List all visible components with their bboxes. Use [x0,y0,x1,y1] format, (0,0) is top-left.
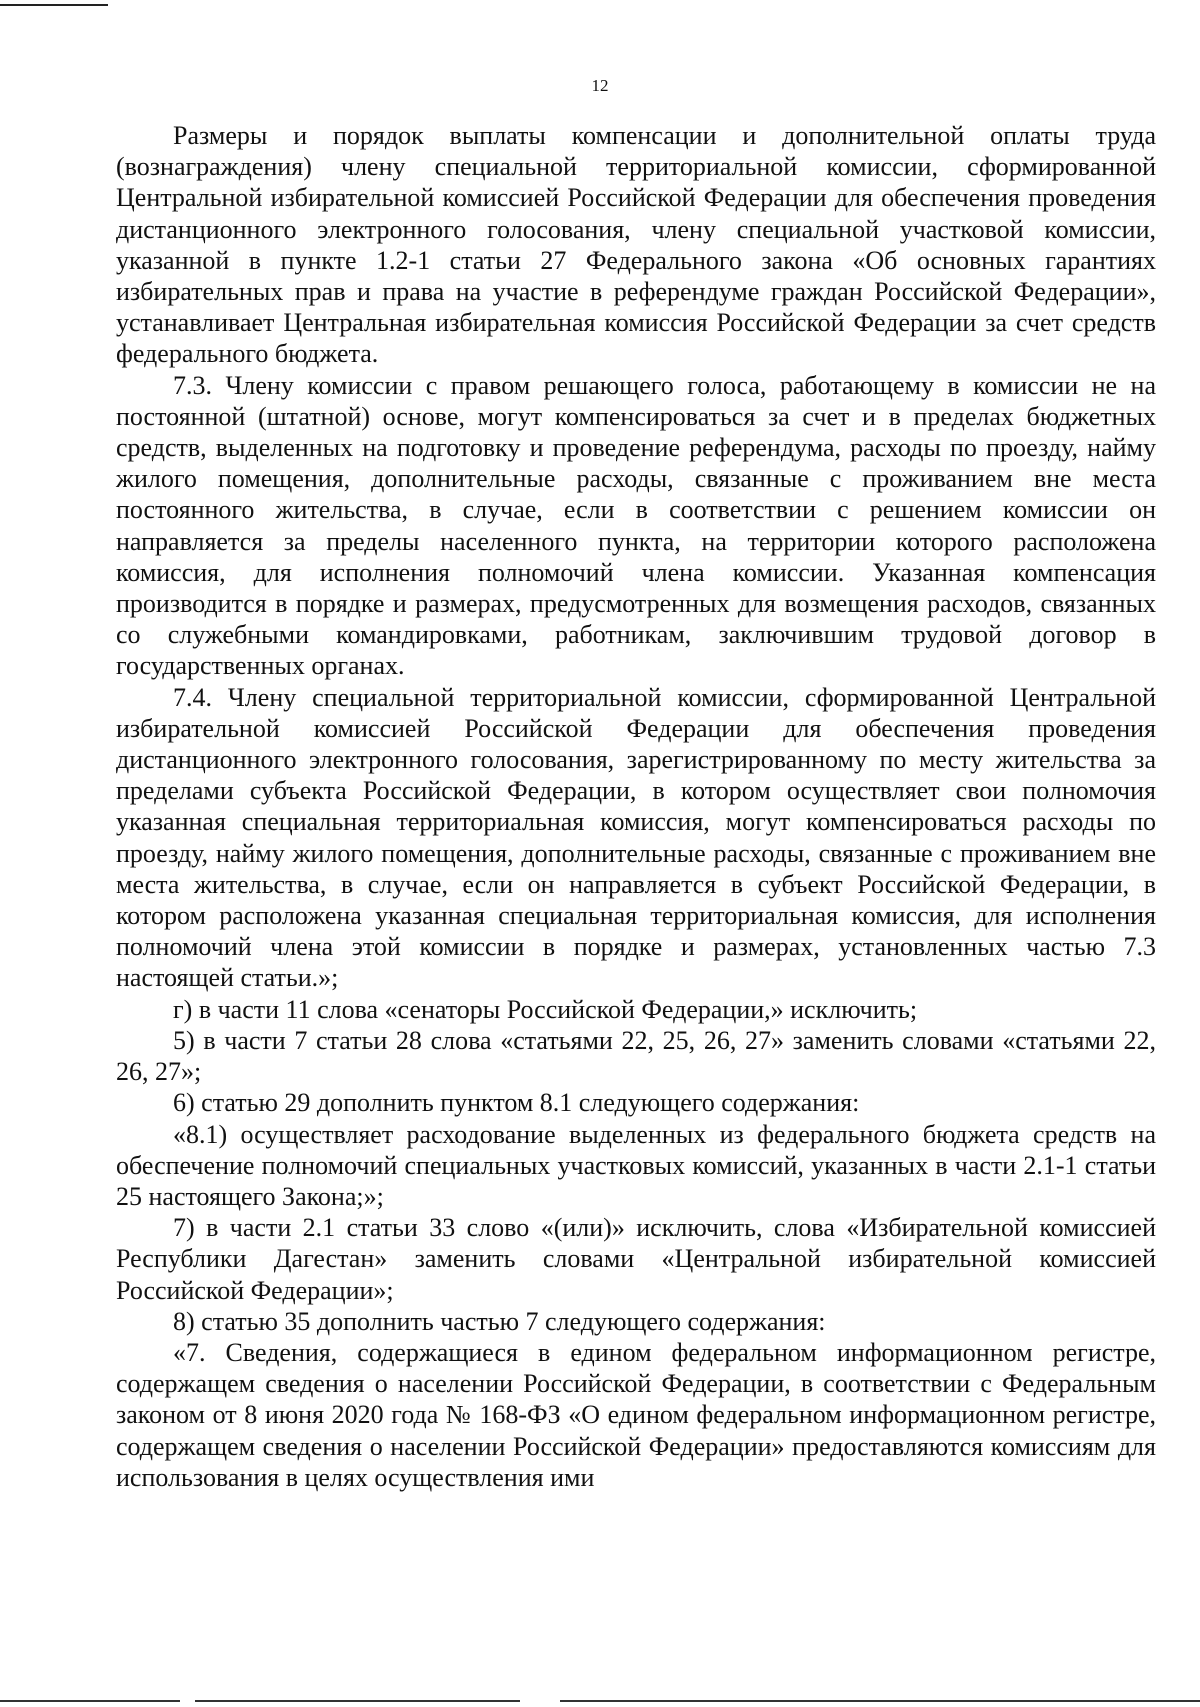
paragraph: 5) в части 7 статьи 28 слова «статьями 22, 25, 26, 27» заменить словами «статьями 22, 26, 27»; [116,1025,1156,1087]
paragraph: 6) статью 29 дополнить пунктом 8.1 следующего содержания: [173,1088,860,1118]
paragraph: 7) в части 2.1 статьи 33 слово «(или)» исключить, слова «Избирательной комиссией Республики Дагестан» заменить словами «Центральной избирательной комиссией Российской Федерации»; [116,1213,1156,1305]
paragraph: г) в части 11 слова «сенаторы Российской Федерации,» исключить; [173,994,918,1024]
page-number: 12 [591,76,609,95]
paragraph: Размеры и порядок выплаты компенсации и дополнительной оплаты труда (вознаграждения) члену специальной территориальной комиссии, сформированной Центральной избирательной комиссией Российской Федерации для обеспечения проведения дистанционного электронного голосования, члену специальной участковой комиссии, указанной в пункте 1.2-1 статьи 27 Федерального закона «Об основных гарантиях избирательных прав и права на участие в референдуме граждан Российской Федерации», устанавливает Центральная избирательная комиссия Российской Федерации за счет средств федерального бюджета. [116,121,1156,369]
paragraph: «8.1) осуществляет расходование выделенных из федерального бюджета средств на обеспечение полномочий специальных участковых комиссий, указанных в части 2.1-1 статьи 25 настоящего Закона;»; [116,1119,1156,1211]
document-body [116,120,1156,1493]
paragraph: 7.4. Члену специальной территориальной комиссии, сформированной Центральной избирательной комиссией Российской Федерации для обеспечения проведения дистанционного электронного голосования, зарегистрированному по месту жительства за пределами субъекта Российской Федерации, в котором осуществляет свои полномочия указанная специальная территориальная комиссия, могут компенсироваться расходы по проезду, найму жилого помещения, дополнительные расходы, связанные с проживанием вне места жительства, в случае, если он направляется в субъект Российской Федерации, в котором расположена указанная специальная территориальная комиссия, для исполнения полномочий члена этой комиссии в порядке и размерах, установленных частью 7.3 настоящей статьи.»; [116,682,1156,993]
scan-artifact-top [0,4,108,6]
paragraph: 8) статью 35 дополнить частью 7 следующего содержания: [173,1306,826,1336]
paragraph: 7.3. Члену комиссии с правом решающего голоса, работающему в комиссии не на постоянной (штатной) основе, могут компенсироваться за счет и в пределах бюджетных средств, выделенных на подготовку и проведение референдума, расходы по проезду, найму жилого помещения, дополнительные расходы, связанные с проживанием вне места постоянного жительства, в случае, если в соответствии с решением комиссии он направляется за пределы населенного пункта, на территории которого расположена комиссия, для исполнения полномочий члена комиссии. Указанная компенсация производится в порядке и размерах, предусмотренных для возмещения расходов, связанных со служебными командировками, работникам, заключившим трудовой договор в государственных органах. [116,370,1156,681]
paragraph: «7. Сведения, содержащиеся в едином федеральном информационном регистре, содержащем сведения о населении Российской Федерации, в соответствии с Федеральным законом от 8 июня 2020 года № 168-ФЗ «О едином федеральном информационном регистре, содержащем сведения о населении Российской Федерации» предоставляются комиссиям для использования в целях осуществления ими [116,1337,1156,1492]
scan-artifact-bottom [0,1700,1200,1702]
